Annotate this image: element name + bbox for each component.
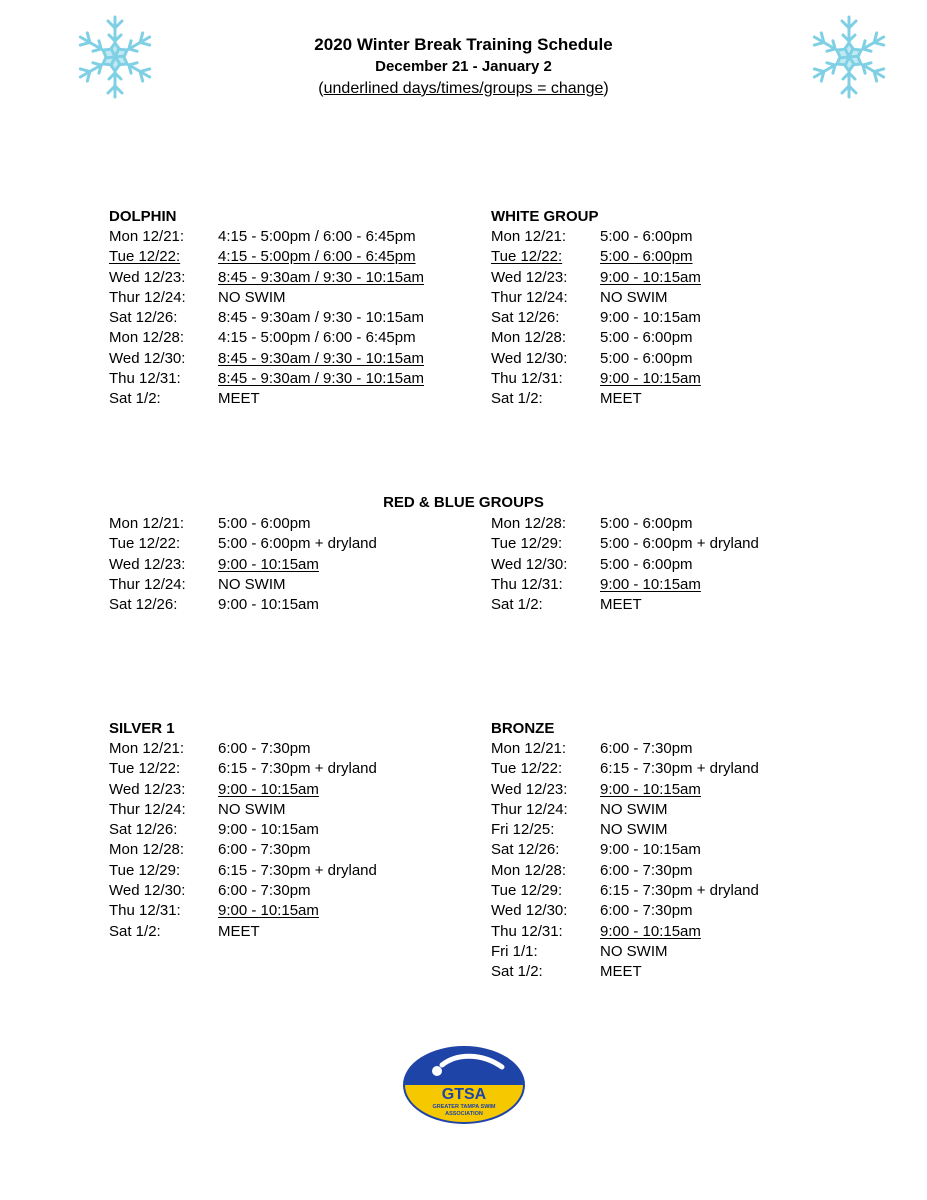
schedule-row: Tue 12/22: 6:15 - 7:30pm + dryland (109, 760, 377, 778)
schedule-row: Wed 12/30: 5:00 - 6:00pm (491, 555, 693, 573)
dolphin-schedule (109, 207, 424, 410)
bronze-schedule (491, 719, 759, 983)
schedule-row: Thu 12/31: 9:00 - 10:15am (491, 922, 701, 940)
gtsa-logo (402, 1045, 526, 1125)
schedule-row: Wed 12/23: 9:00 - 10:15am (109, 780, 319, 798)
schedule-row: Mon 12/21: 5:00 - 6:00pm (109, 515, 311, 532)
group-heading: BRONZE (491, 720, 555, 737)
schedule-row: Thur 12/24: NO SWIM (109, 800, 286, 818)
schedule-row: Thu 12/31: 9:00 - 10:15am (491, 370, 701, 388)
schedule-row: Sat 12/26: 8:45 - 9:30am / 9:30 - 10:15am (109, 309, 424, 327)
schedule-row: Thu 12/31: 9:00 - 10:15am (491, 575, 701, 593)
svg-text:GTSA: GTSA (441, 1086, 487, 1103)
schedule-row: Sat 1/2: MEET (109, 390, 260, 408)
schedule-row: Wed 12/30: 5:00 - 6:00pm (491, 349, 693, 367)
group-heading: WHITE GROUP (491, 208, 599, 225)
schedule-row: Mon 12/21: 6:00 - 7:30pm (491, 740, 693, 757)
schedule-row: Tue 12/22: 5:00 - 6:00pm + dryland (109, 535, 377, 553)
schedule-row: Wed 12/23: 9:00 - 10:15am (109, 555, 319, 573)
schedule-row: Thu 12/31: 8:45 - 9:30am / 9:30 - 10:15am (109, 370, 424, 388)
red-blue-heading: RED & BLUE GROUPS (383, 494, 544, 511)
schedule-row: Mon 12/21: 5:00 - 6:00pm (491, 228, 693, 245)
schedule-row: Tue 12/22: 5:00 - 6:00pm (491, 248, 693, 266)
schedule-row: Sat 1/2: MEET (491, 963, 642, 981)
schedule-row: Mon 12/28: 4:15 - 5:00pm / 6:00 - 6:45pm (109, 329, 416, 347)
schedule-row: Mon 12/21: 6:00 - 7:30pm (109, 740, 311, 757)
schedule-row: Fri 12/25: NO SWIM (491, 821, 668, 839)
schedule-row: Wed 12/23: 9:00 - 10:15am (491, 780, 701, 798)
schedule-row: Sat 12/26: 9:00 - 10:15am (109, 821, 319, 839)
schedule-row: Tue 12/29: 5:00 - 6:00pm + dryland (491, 535, 759, 553)
schedule-row: Mon 12/28: 5:00 - 6:00pm (491, 515, 693, 532)
red-blue-schedule-right (491, 514, 759, 615)
white-group-schedule (491, 207, 701, 410)
group-heading: SILVER 1 (109, 720, 175, 737)
schedule-row: Thur 12/24: NO SWIM (491, 288, 668, 306)
schedule-row: Tue 12/22: 4:15 - 5:00pm / 6:00 - 6:45pm (109, 248, 416, 266)
schedule-row: Tue 12/29: 6:15 - 7:30pm + dryland (491, 882, 759, 900)
schedule-row: Tue 12/29: 6:15 - 7:30pm + dryland (109, 861, 377, 879)
schedule-row: Sat 1/2: MEET (109, 922, 260, 940)
schedule-row: Wed 12/30: 8:45 - 9:30am / 9:30 - 10:15am (109, 349, 424, 367)
schedule-row: Wed 12/30: 6:00 - 7:30pm (491, 902, 693, 920)
group-heading: DOLPHIN (109, 208, 177, 225)
schedule-row: Wed 12/23: 9:00 - 10:15am (491, 268, 701, 286)
schedule-row: Sat 1/2: MEET (491, 596, 642, 614)
schedule-row: Fri 1/1: NO SWIM (491, 942, 668, 960)
schedule-row: Thur 12/24: NO SWIM (109, 575, 286, 593)
date-range: December 21 - January 2 (375, 58, 552, 75)
schedule-row: Sat 12/26: 9:00 - 10:15am (491, 841, 701, 859)
legend-note: (underlined days/times/groups = change) (318, 80, 609, 97)
schedule-row: Mon 12/28: 5:00 - 6:00pm (491, 329, 693, 347)
page-title: 2020 Winter Break Training Schedule (314, 35, 613, 54)
document-header (0, 34, 927, 101)
schedule-row: Sat 12/26: 9:00 - 10:15am (109, 596, 319, 614)
schedule-row: Thur 12/24: NO SWIM (491, 800, 668, 818)
red-blue-schedule-left (109, 514, 377, 615)
schedule-row: Wed 12/23: 8:45 - 9:30am / 9:30 - 10:15am (109, 268, 424, 286)
schedule-row: Tue 12/22: 6:15 - 7:30pm + dryland (491, 760, 759, 778)
schedule-row: Mon 12/21: 4:15 - 5:00pm / 6:00 - 6:45pm (109, 228, 416, 245)
svg-text:GREATER TAMPA SWIM: GREATER TAMPA SWIM (432, 1104, 496, 1110)
silver-1-schedule (109, 719, 377, 942)
schedule-row: Thu 12/31: 9:00 - 10:15am (109, 902, 319, 920)
schedule-row: Wed 12/30: 6:00 - 7:30pm (109, 882, 311, 900)
schedule-row: Sat 1/2: MEET (491, 390, 642, 408)
schedule-row: Thur 12/24: NO SWIM (109, 288, 286, 306)
schedule-row: Sat 12/26: 9:00 - 10:15am (491, 309, 701, 327)
schedule-row: Mon 12/28: 6:00 - 7:30pm (491, 861, 693, 879)
schedule-row: Mon 12/28: 6:00 - 7:30pm (109, 841, 311, 859)
svg-text:ASSOCIATION: ASSOCIATION (445, 1111, 483, 1117)
